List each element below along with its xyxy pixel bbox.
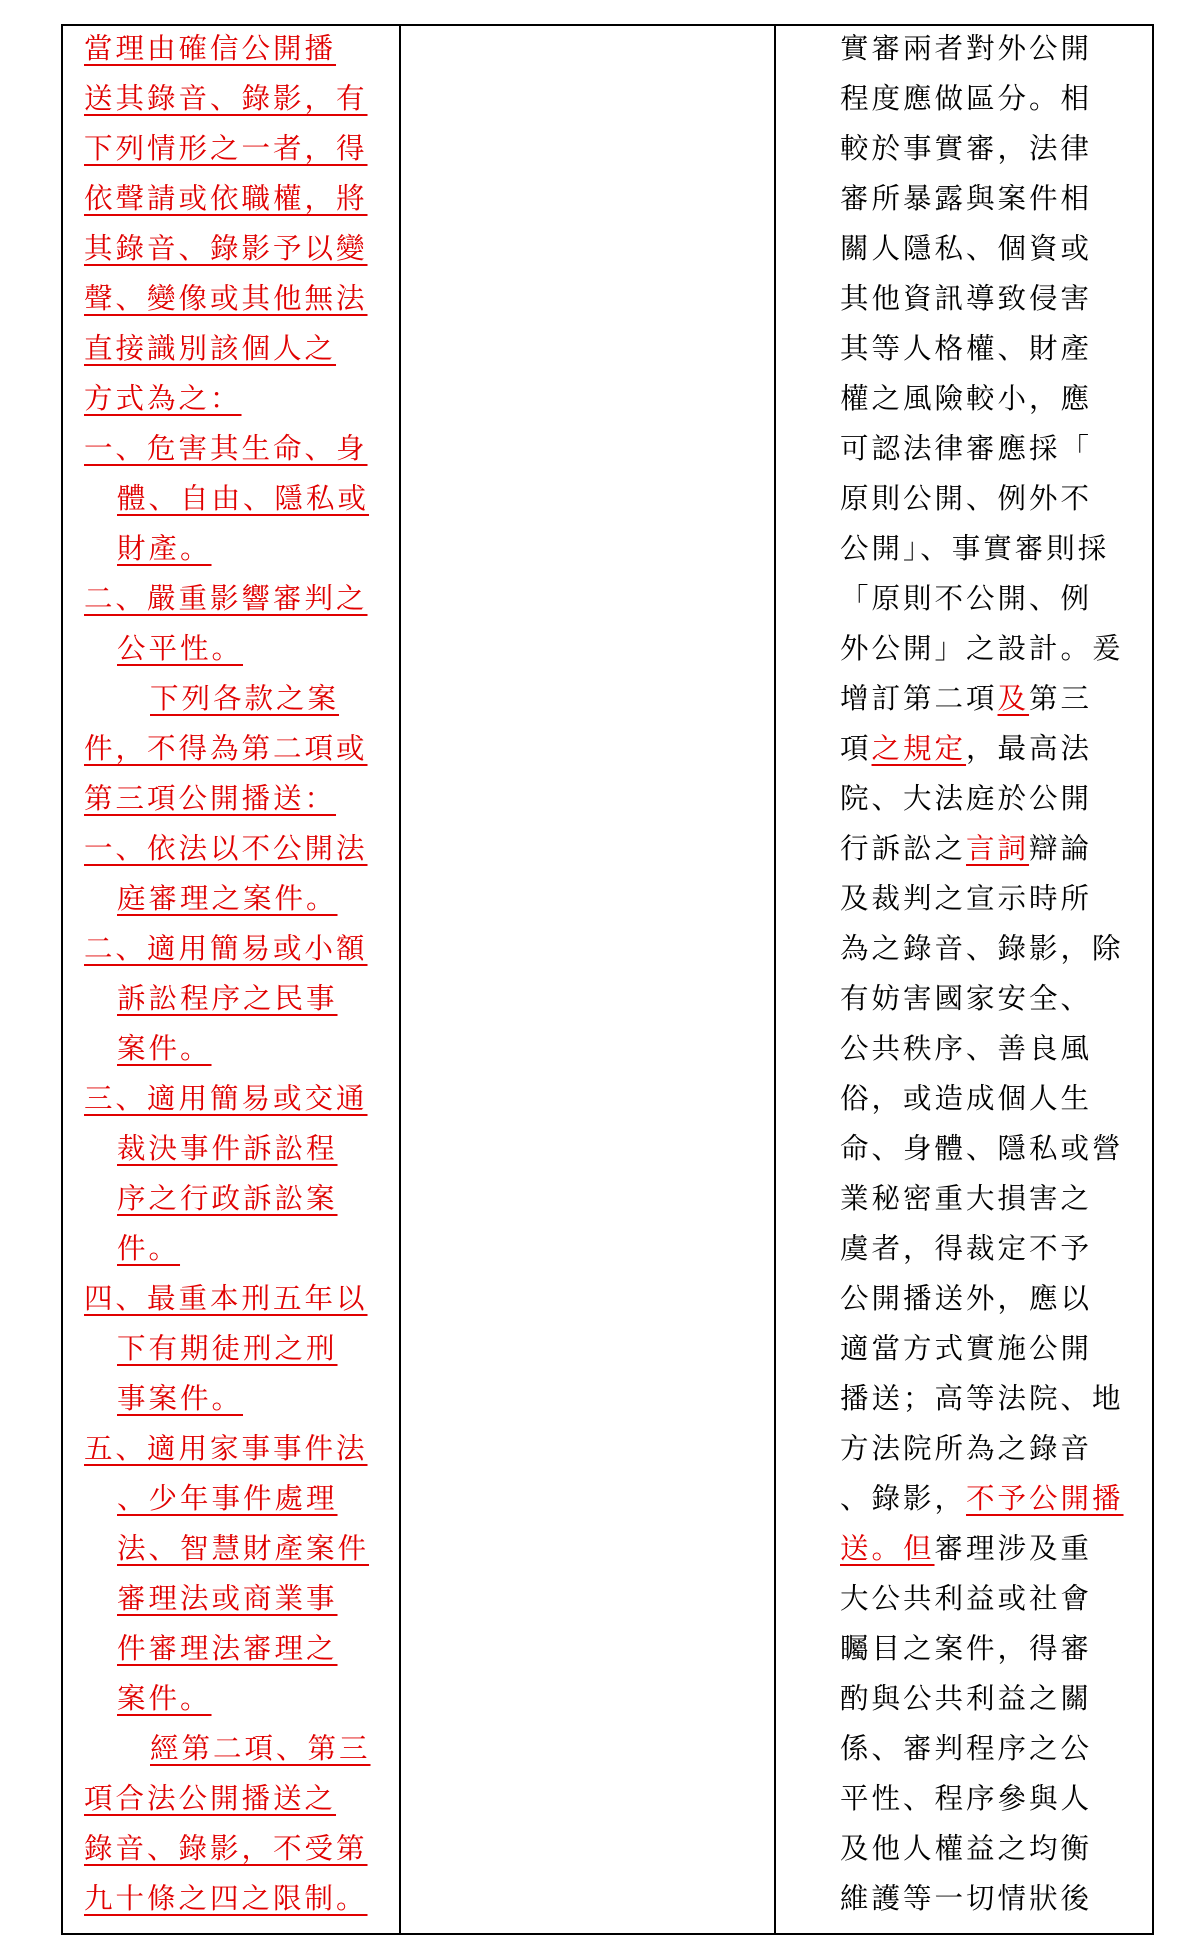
explanation-text: 業秘密重大損害之 (840, 1182, 1093, 1215)
explanation-text: 公共秩序、善良風 (840, 1032, 1093, 1065)
explanation-text: 適當方式實施公開 (840, 1332, 1093, 1365)
explanation-line (840, 74, 1140, 124)
amended-line-text: 、少年事件處理 (117, 1482, 338, 1515)
explanation-column (840, 24, 1140, 1924)
explanation-line (840, 24, 1140, 74)
amended-line (84, 624, 394, 674)
amended-line-text: 三、適用簡易或交通 (84, 1082, 368, 1115)
explanation-line (840, 1324, 1140, 1374)
explanation-text: 播送；高等法院、地 (840, 1382, 1124, 1415)
amended-line-text: 下列情形之一者，得 (84, 132, 368, 165)
amended-line (84, 1424, 394, 1474)
explanation-line (840, 824, 1140, 874)
explanation-text: 審理涉及重 (934, 1532, 1093, 1565)
amended-line (84, 374, 394, 424)
explanation-text: 可認法律審應採「 (840, 432, 1093, 465)
explanation-text: 權之風險較小，應 (840, 382, 1093, 415)
revision-mark: 送。但 (840, 1532, 935, 1565)
explanation-line (840, 174, 1140, 224)
amended-line-text: 公平性。 (117, 632, 244, 665)
explanation-line (840, 1174, 1140, 1224)
explanation-text: 平性、程序參與人 (840, 1782, 1093, 1815)
amended-line-text: 法、智慧財產案件 (117, 1532, 370, 1565)
amended-line-text: 第三項公開播送： (84, 782, 337, 815)
amended-text-column (84, 24, 394, 1924)
explanation-text: 院、大法庭於公開 (840, 782, 1093, 815)
explanation-line (840, 374, 1140, 424)
explanation-text: 實審兩者對外公開 (840, 32, 1093, 65)
amended-line-text: 訴訟程序之民事 (117, 982, 338, 1015)
amended-line-text: 聲、變像或其他無法 (84, 282, 368, 315)
explanation-line (840, 1224, 1140, 1274)
explanation-text: 審所暴露與案件相 (840, 182, 1093, 215)
explanation-line (840, 424, 1140, 474)
explanation-line (840, 1124, 1140, 1174)
explanation-line (840, 1624, 1140, 1674)
explanation-text: 公開」、事實審則採 (840, 532, 1110, 565)
amended-line (84, 1824, 394, 1874)
amended-line (84, 1574, 394, 1624)
explanation-text: 方法院所為之錄音 (840, 1432, 1093, 1465)
amended-line (84, 774, 394, 824)
amended-line-text: 依聲請或依職權，將 (84, 182, 368, 215)
revision-mark: 言詞 (966, 832, 1030, 865)
explanation-text: 外公開」之設計。爰 (840, 632, 1124, 665)
explanation-line (840, 574, 1140, 624)
amended-line (84, 124, 394, 174)
explanation-text: 程度應做區分。相 (840, 82, 1093, 115)
explanation-line (840, 224, 1140, 274)
amended-line-text: 當理由確信公開播 (84, 32, 337, 65)
amended-line (84, 1324, 394, 1374)
explanation-text: 公開播送外，應以 (840, 1282, 1093, 1315)
revision-mark: 之規定 (871, 732, 967, 765)
amended-line-text: 方式為之： (84, 382, 242, 415)
explanation-text: 有妨害國家安全、 (840, 982, 1093, 1015)
explanation-line (840, 624, 1140, 674)
amended-line-text: 庭審理之案件。 (117, 882, 338, 915)
amended-line (84, 1374, 394, 1424)
revision-mark: 及 (997, 682, 1030, 715)
amended-line (84, 1524, 394, 1574)
amended-line-text: 二、適用簡易或小額 (84, 932, 368, 965)
explanation-text: 命、身體、隱私或營 (840, 1132, 1124, 1165)
amended-line (84, 174, 394, 224)
amended-line-text: 其錄音、錄影予以變 (84, 232, 368, 265)
amended-line (84, 424, 394, 474)
explanation-text: 增訂第二項 (840, 682, 998, 715)
explanation-line (840, 1824, 1140, 1874)
amended-line-text: 九十條之四之限制。 (84, 1882, 368, 1915)
amended-line-text: 財產。 (117, 532, 212, 565)
amended-line-text: 經第二項、第三 (150, 1732, 371, 1765)
explanation-line (840, 724, 1140, 774)
revision-mark: 不予公開播 (966, 1482, 1124, 1515)
explanation-text: 「原則不公開、例 (840, 582, 1093, 615)
amended-line (84, 1774, 394, 1824)
amended-line-text: 件，不得為第二項或 (84, 732, 368, 765)
explanation-text: 較於事實審，法律 (840, 132, 1093, 165)
explanation-line (840, 124, 1140, 174)
column-divider-1 (399, 24, 401, 1935)
amended-line-text: 一、依法以不公開法 (84, 832, 368, 865)
explanation-line (840, 1374, 1140, 1424)
amended-line-text: 體、自由、隱私或 (117, 482, 370, 515)
explanation-text: 項 (840, 732, 872, 765)
explanation-text: 辯論 (1029, 832, 1093, 865)
amended-line (84, 324, 394, 374)
amended-line (84, 724, 394, 774)
amended-line-text: 項合法公開播送之 (84, 1782, 337, 1815)
explanation-text: 係、審判程序之公 (840, 1732, 1093, 1765)
amended-line-text: 案件。 (117, 1682, 212, 1715)
explanation-line (840, 274, 1140, 324)
amended-line (84, 274, 394, 324)
explanation-line (840, 324, 1140, 374)
explanation-line (840, 524, 1140, 574)
explanation-line (840, 1274, 1140, 1324)
amended-line (84, 474, 394, 524)
amended-line (84, 574, 394, 624)
explanation-text: 其他資訊導致侵害 (840, 282, 1093, 315)
amended-line (84, 824, 394, 874)
explanation-text: 矚目之案件，得審 (840, 1632, 1093, 1665)
amended-line (84, 1724, 394, 1774)
amended-line (84, 1624, 394, 1674)
amended-line-text: 審理法或商業事 (117, 1582, 338, 1615)
explanation-line (840, 1724, 1140, 1774)
amended-line-text: 下有期徒刑之刑 (117, 1332, 338, 1365)
explanation-text: 關人隱私、個資或 (840, 232, 1093, 265)
amended-line (84, 974, 394, 1024)
amended-line-text: 裁決事件訴訟程 (117, 1132, 338, 1165)
explanation-line (840, 1024, 1140, 1074)
amended-line (84, 1474, 394, 1524)
amended-line-text: 五、適用家事事件法 (84, 1432, 368, 1465)
amended-line-text: 下列各款之案 (150, 682, 340, 715)
amended-line-text: 錄音、錄影，不受第 (84, 1832, 368, 1865)
amended-line (84, 1024, 394, 1074)
explanation-line (840, 974, 1140, 1024)
amended-line (84, 674, 394, 724)
explanation-text: 為之錄音、錄影，除 (840, 932, 1124, 965)
explanation-line (840, 1074, 1140, 1124)
amended-line-text: 直接識別該個人之 (84, 332, 337, 365)
explanation-text: 及裁判之宣示時所 (840, 882, 1093, 915)
amended-line-text: 案件。 (117, 1032, 212, 1065)
amended-line (84, 24, 394, 74)
explanation-text: 俗，或造成個人生 (840, 1082, 1093, 1115)
amended-line (84, 1674, 394, 1724)
amended-line-text: 四、最重本刑五年以 (84, 1282, 368, 1315)
column-divider-2 (774, 24, 776, 1935)
explanation-line (840, 1424, 1140, 1474)
explanation-line (840, 874, 1140, 924)
amended-line (84, 224, 394, 274)
amended-line (84, 924, 394, 974)
explanation-line (840, 774, 1140, 824)
explanation-line (840, 1674, 1140, 1724)
explanation-line (840, 924, 1140, 974)
amended-line-text: 一、危害其生命、身 (84, 432, 368, 465)
explanation-line (840, 674, 1140, 724)
amended-line (84, 1124, 394, 1174)
explanation-text: 其等人格權、財產 (840, 332, 1093, 365)
explanation-text: 維護等一切情狀後 (840, 1882, 1093, 1915)
explanation-text: 及他人權益之均衡 (840, 1832, 1093, 1865)
explanation-line (840, 1874, 1140, 1924)
amended-line (84, 1224, 394, 1274)
amended-line (84, 1874, 394, 1924)
amended-line (84, 74, 394, 124)
amended-line (84, 1174, 394, 1224)
explanation-text: 行訴訟之 (840, 832, 967, 865)
amended-line (84, 1274, 394, 1324)
amended-line-text: 二、嚴重影響審判之 (84, 582, 368, 615)
explanation-line (840, 1524, 1140, 1574)
amended-line-text: 件。 (117, 1232, 181, 1265)
amended-line-text: 序之行政訴訟案 (117, 1182, 338, 1215)
amended-line (84, 524, 394, 574)
explanation-line (840, 1474, 1140, 1524)
explanation-line (840, 1774, 1140, 1824)
amended-line-text: 件審理法審理之 (117, 1632, 338, 1665)
explanation-text: 原則公開、例外不 (840, 482, 1093, 515)
explanation-line (840, 1574, 1140, 1624)
explanation-text: 大公共利益或社會 (840, 1582, 1093, 1615)
explanation-line (840, 474, 1140, 524)
amended-line (84, 1074, 394, 1124)
explanation-text: 、錄影， (840, 1482, 967, 1515)
amended-line (84, 874, 394, 924)
amended-line-text: 事案件。 (117, 1382, 244, 1415)
explanation-text: 酌與公共利益之關 (840, 1682, 1093, 1715)
explanation-text: ，最高法 (966, 732, 1093, 765)
explanation-text: 虞者，得裁定不予 (840, 1232, 1093, 1265)
explanation-text: 第三 (1029, 682, 1093, 715)
amended-line-text: 送其錄音、錄影，有 (84, 82, 368, 115)
